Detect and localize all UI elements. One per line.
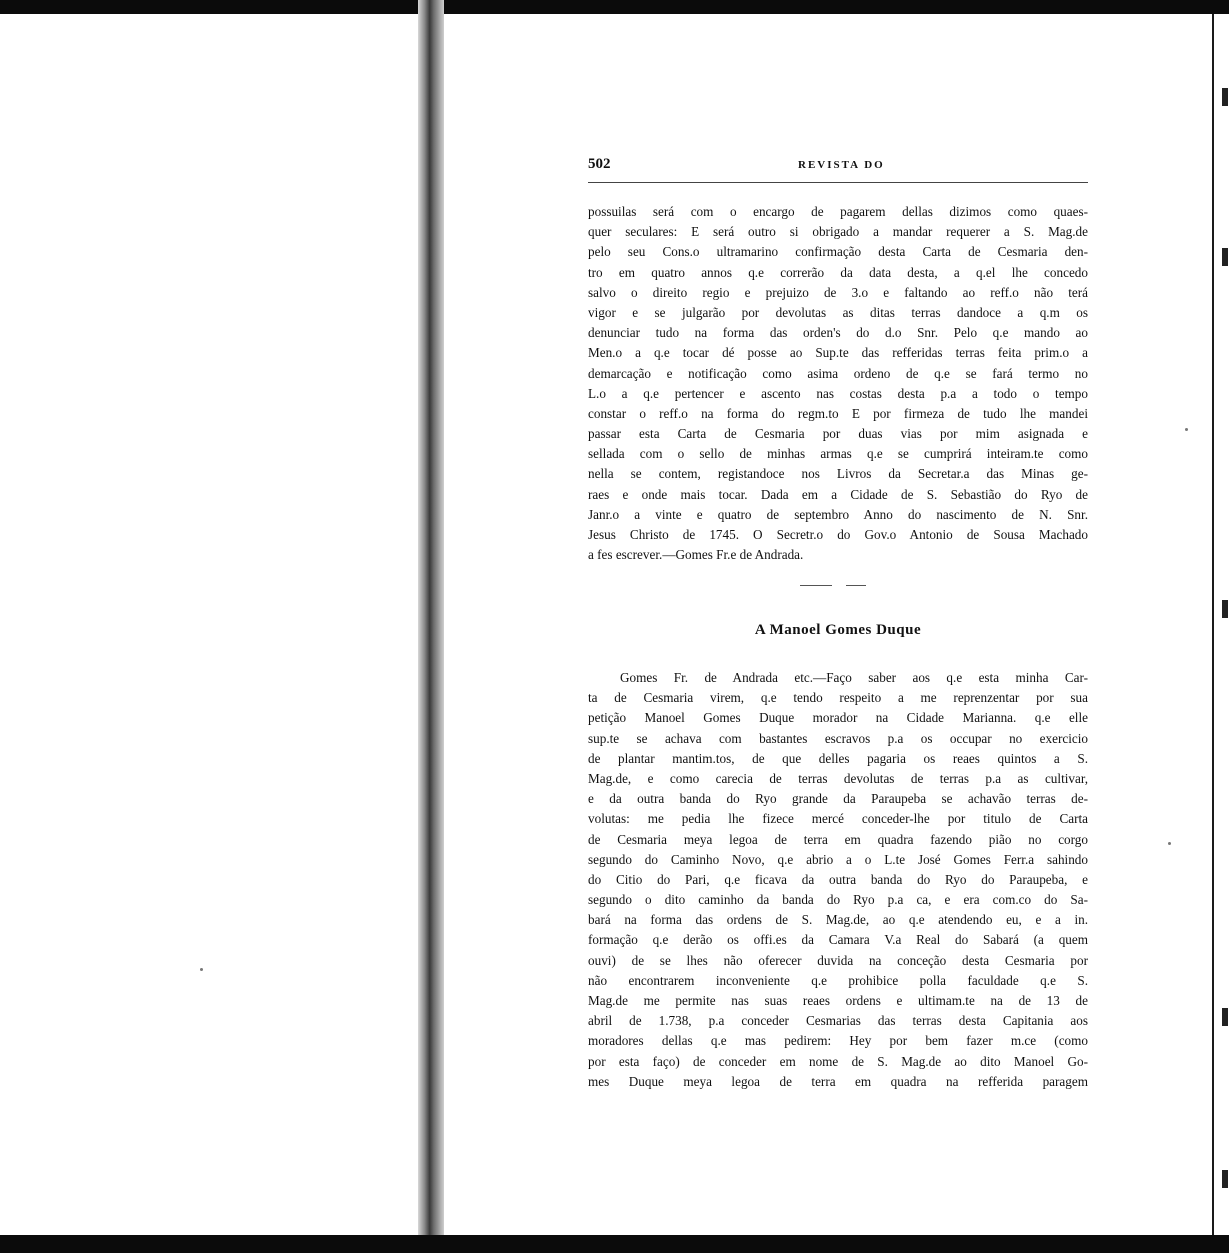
edge-mark: [1222, 88, 1228, 106]
text-line: tro em quatro annos q.e correrão da data desta, a q.el lhe concedo: [588, 264, 1088, 280]
text-line: moradores dellas q.e mas pedirem: Hey por bem fazer m.ce (como: [588, 1033, 1088, 1049]
text-line: possuilas será com o encargo de pagarem dellas dizimos como quaes-: [588, 204, 1088, 219]
text-line: segundo do Caminho Novo, q.e abrio a o L.te José Gomes Ferr.a sahindo: [588, 851, 1088, 867]
edge-mark: [1222, 600, 1228, 618]
text-line: Gomes Fr. de Andrada etc.—Faço saber aos q.e esta minha Car-: [620, 670, 1088, 685]
page-right-edge: [1212, 14, 1229, 1235]
scan-speck: [1185, 428, 1188, 431]
paragraph-2: [588, 668, 1088, 1092]
text-line: L.o a q.e pertencer e ascento nas costas desta p.a a todo o tempo: [588, 385, 1088, 401]
scan-speck: [200, 968, 203, 971]
edge-mark: [1222, 1170, 1228, 1188]
book-gutter: [418, 0, 444, 1253]
text-line: mes Duque meya legoa de terra em quadra na refferida paragem: [588, 1073, 1088, 1089]
text-line: não encontrarem inconveniente q.e prohibice polla faculdade q.e S.: [588, 972, 1088, 988]
text-line: ouvi) de se lhes não oferecer duvida na conceção desta Cesmaria por: [588, 952, 1088, 968]
text-line: a fes escrever.—Gomes Fr.e de Andrada.: [588, 547, 804, 563]
text-line: sellada com o sello de minhas armas q.e se cumprirá inteiram.te como: [588, 446, 1088, 462]
text-line: de plantar mantim.tos, de que delles pagaria os reaes quintos a S.: [588, 750, 1088, 766]
scan-top-border: [0, 0, 1229, 14]
scan-speck: [1168, 842, 1171, 845]
text-line: formação q.e derão os offi.es da Camara V.a Real do Sabará (a quem: [588, 932, 1088, 948]
text-line: Jesus Christo de 1745. O Secretr.o do Gov.o Antonio de Sousa Machado: [588, 527, 1088, 542]
text-line: salvo o direito regio e prejuizo de 3.o e faltando ao reff.o não terá: [588, 284, 1088, 300]
edge-mark: [1222, 248, 1228, 266]
edge-mark: [1222, 1008, 1228, 1026]
text-line: petição Manoel Gomes Duque morador na Cidade Marianna. q.e elle: [588, 710, 1088, 726]
text-line: raes e onde mais tocar. Dada em a Cidade de S. Sebastião do Ryo de: [588, 486, 1088, 502]
text-line: por esta faço) de conceder em nome de S. Mag.de ao dito Manoel Go-: [588, 1053, 1088, 1069]
section-title: A Manoel Gomes Duque: [754, 622, 922, 638]
running-head: REVISTA DO: [798, 159, 885, 171]
text-line: nella se contem, registandoce nos Livros da Secretar.a das Minas ge-: [588, 466, 1088, 482]
text-line: do Citio do Pari, q.e ficava da outra banda do Ryo do Paraupeba, e: [588, 871, 1088, 887]
text-line: Mag.de me permite nas suas reaes ordens e ultimam.te na de 13 de: [588, 993, 1088, 1008]
page-number: 502: [588, 156, 611, 172]
text-line: segundo o dito caminho da banda do Ryo p.a ca, e era com.co do Sa-: [588, 892, 1088, 908]
text-line: ta de Cesmaria virem, q.e tendo respeito a me reprenzentar por sua: [588, 690, 1088, 706]
scan-bottom-border: [0, 1235, 1229, 1253]
text-line: volutas: me pedia lhe fizece mercé conceder-lhe por titulo de Carta: [588, 811, 1088, 827]
page-header: [588, 156, 1088, 183]
text-line: demarcação e notificação como asima ordeno de q.e se fará termo no: [588, 365, 1088, 381]
text-line: Janr.o a vinte e quatro de septembro Anno do nascimento de N. Snr.: [588, 506, 1088, 522]
text-line: de Cesmaria meya legoa de terra em quadra fazendo pião no corgo: [588, 831, 1088, 847]
separator-rule: [846, 585, 866, 586]
separator-rule: [800, 585, 832, 586]
text-line: constar o reff.o na forma do regm.to E por firmeza de tudo lhe mandei: [588, 405, 1088, 421]
text-line: quer seculares: E será outro si obrigado a mandar requerer a S. Mag.de: [588, 224, 1088, 240]
text-line: bará na forma das ordens de S. Mag.de, ao q.e atendendo eu, e a in.: [588, 912, 1088, 928]
text-line: passar esta Carta de Cesmaria por duas vias por mim asignada e: [588, 426, 1088, 442]
text-line: vigor e se julgarão por devolutas as ditas terras dandoce a q.m os: [588, 304, 1088, 320]
text-line: sup.te se achava com bastantes escravos p.a os occupar no exercicio: [588, 730, 1088, 746]
text-line: pelo seu Cons.o ultramarino confirmação desta Carta de Cesmaria den-: [588, 244, 1088, 260]
text-line: e da outra banda do Ryo grande da Paraupeba se achavão terras de-: [588, 791, 1088, 807]
text-line: abril de 1.738, p.a conceder Cesmarias das terras desta Capitania aos: [588, 1013, 1088, 1029]
text-line: Mag.de, e como carecia de terras devolutas de terras p.a as cultivar,: [588, 770, 1088, 786]
paragraph-1: [588, 202, 1088, 565]
text-line: denunciar tudo na forma das orden's do d.o Snr. Pelo q.e mando ao: [588, 325, 1088, 341]
text-line: Men.o a q.e tocar dé posse ao Sup.te das refferidas terras feita prim.o a: [588, 345, 1088, 361]
